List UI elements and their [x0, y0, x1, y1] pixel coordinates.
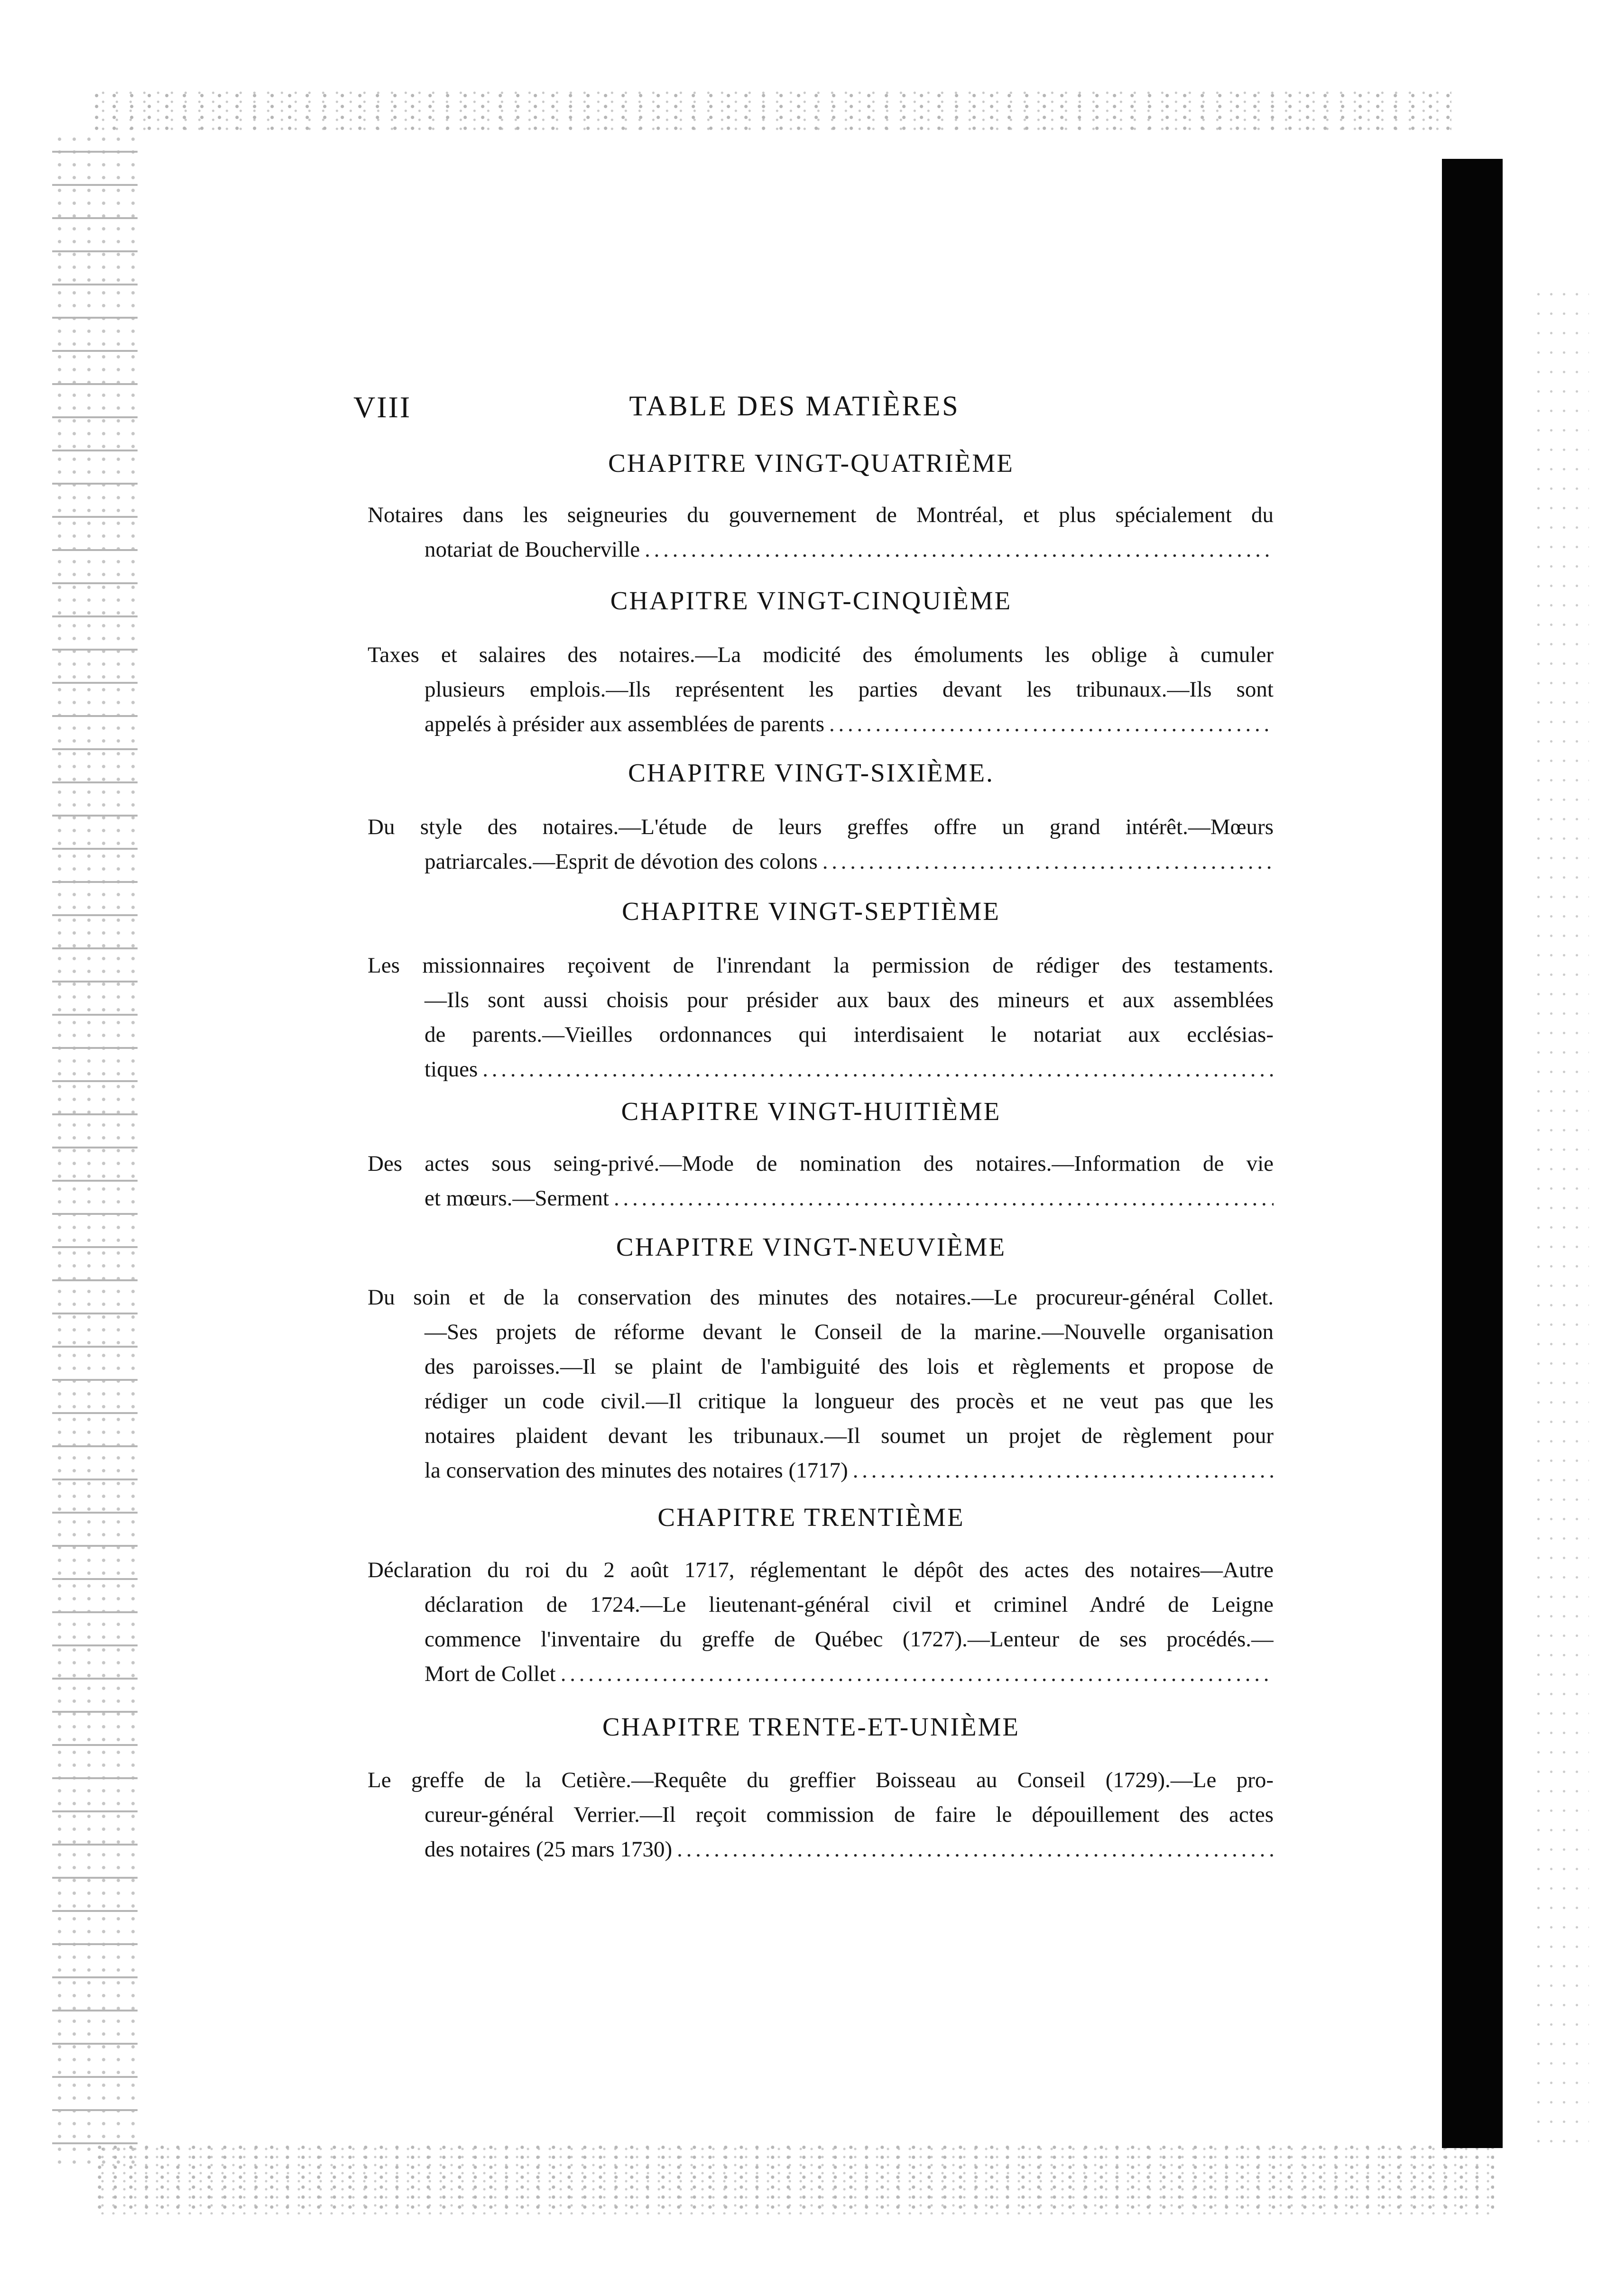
dot-leader: [645, 533, 1274, 567]
chapter-heading-31: CHAPITRE TRENTE-ET-UNIÈME: [602, 1712, 1020, 1741]
page-number: VIII: [353, 390, 412, 424]
summary-line: de parents.—Vieilles ordonnances qui interdisaient le notariat aux ecclésias-: [425, 1022, 1274, 1047]
page-header: [353, 390, 1302, 432]
scan-noise-bottom: [95, 2143, 1494, 2214]
chapter-summary-26: [368, 810, 1274, 879]
dot-leader: [822, 845, 1274, 879]
summary-line: Des actes sous seing-privé.—Mode de nomination des notaires.—Information de vie: [368, 1151, 1274, 1176]
chapter-heading-29: CHAPITRE VINGT-NEUVIÈME: [616, 1232, 1007, 1261]
chapter-summary-30: [368, 1553, 1274, 1691]
scan-noise-left: [52, 133, 138, 2172]
summary-line: —Ils sont aussi choisis pour présider aux baux des mineurs et aux assemblées: [425, 988, 1274, 1012]
summary-line-leader: [368, 845, 1274, 879]
summary-line: des paroisses.—Il se plaint de l'ambiguité des lois et règlements et propose de: [425, 1354, 1274, 1379]
summary-line: Taxes et salaires des notaires.—La modicité des émoluments les oblige à cumuler: [368, 643, 1274, 667]
summary-line: déclaration de 1724.—Le lieutenant-général civil et criminel André de Leigne: [425, 1592, 1274, 1617]
summary-line: Du soin et de la conservation des minutes des notaires.—Le procureur-général Collet.: [368, 1285, 1274, 1310]
chapter-summary-24: [368, 498, 1274, 567]
chapter-heading-28: CHAPITRE VINGT-HUITIÈME: [621, 1097, 1001, 1126]
summary-line-leader: [368, 1453, 1274, 1488]
summary-line: Les missionnaires reçoivent de l'inrendant la permission de rédiger des testaments.: [368, 953, 1274, 978]
chapter-heading-26: CHAPITRE VINGT-SIXIÈME.: [628, 758, 994, 787]
chapter-summary-29: [368, 1280, 1274, 1488]
dot-leader: [853, 1453, 1274, 1488]
summary-line: Mort de Collet: [425, 1662, 556, 1686]
dot-leader: [829, 707, 1274, 742]
chapter-summary-27: [368, 948, 1274, 1087]
dot-leader: [482, 1052, 1274, 1087]
chapter-heading-30: CHAPITRE TRENTIÈME: [657, 1503, 965, 1532]
summary-line: tiques: [425, 1057, 478, 1082]
chapter-heading-27: CHAPITRE VINGT-SEPTIÈME: [622, 897, 1000, 926]
binding-shadow: [1442, 159, 1503, 2148]
summary-line: des notaires (25 mars 1730): [425, 1837, 673, 1862]
summary-line: notaires plaident devant les tribunaux.—Il soumet un projet de règlement pour: [425, 1424, 1274, 1448]
scan-noise-right: [1532, 285, 1589, 2158]
summary-line: commence l'inventaire du greffe de Québec (1727).—Lenteur de ses procédés.—: [425, 1627, 1274, 1652]
running-title: TABLE DES MATIÈRES: [629, 390, 960, 422]
chapter-heading-25: CHAPITRE VINGT-CINQUIÈME: [610, 586, 1012, 615]
summary-line: plusieurs emplois.—Ils représentent les parties devant les tribunaux.—Ils sont: [425, 677, 1274, 702]
summary-line-leader: [368, 533, 1274, 567]
summary-line-leader: [368, 1181, 1274, 1216]
summary-line-leader: [368, 707, 1274, 742]
scan-noise-top: [95, 90, 1451, 133]
summary-line: rédiger un code civil.—Il critique la longueur des procès et ne veut pas que les: [425, 1389, 1274, 1414]
dot-leader: [614, 1181, 1274, 1216]
summary-line: et mœurs.—Serment: [425, 1186, 609, 1211]
summary-line: Le greffe de la Cetière.—Requête du greffier Boisseau au Conseil (1729).—Le pro-: [368, 1768, 1274, 1792]
summary-line: Notaires dans les seigneuries du gouvernement de Montréal, et plus spécialement du: [368, 503, 1274, 527]
chapter-summary-31: [368, 1763, 1274, 1867]
summary-line-leader: [368, 1832, 1274, 1867]
summary-line: appelés à présider aux assemblées de parents: [425, 712, 825, 736]
chapter-summary-25: [368, 638, 1274, 742]
summary-line: patriarcales.—Esprit de dévotion des colons: [425, 849, 818, 874]
summary-line: —Ses projets de réforme devant le Conseil de la marine.—Nouvelle organisation: [425, 1320, 1274, 1344]
dot-leader: [677, 1832, 1274, 1867]
dot-leader: [561, 1657, 1274, 1691]
chapter-summary-28: [368, 1147, 1274, 1216]
summary-line: notariat de Boucherville: [425, 537, 640, 562]
chapter-heading-24: CHAPITRE VINGT-QUATRIÈME: [608, 449, 1014, 478]
summary-line-leader: [368, 1052, 1274, 1087]
summary-line: Déclaration du roi du 2 août 1717, réglementant le dépôt des actes des notaires—Autre: [368, 1558, 1274, 1582]
summary-line-leader: [368, 1657, 1274, 1691]
summary-line: Du style des notaires.—L'étude de leurs greffes offre un grand intérêt.—Mœurs: [368, 815, 1274, 839]
summary-line: cureur-général Verrier.—Il reçoit commission de faire le dépouillement des actes: [425, 1802, 1274, 1827]
summary-line: la conservation des minutes des notaires (1717): [425, 1458, 848, 1483]
